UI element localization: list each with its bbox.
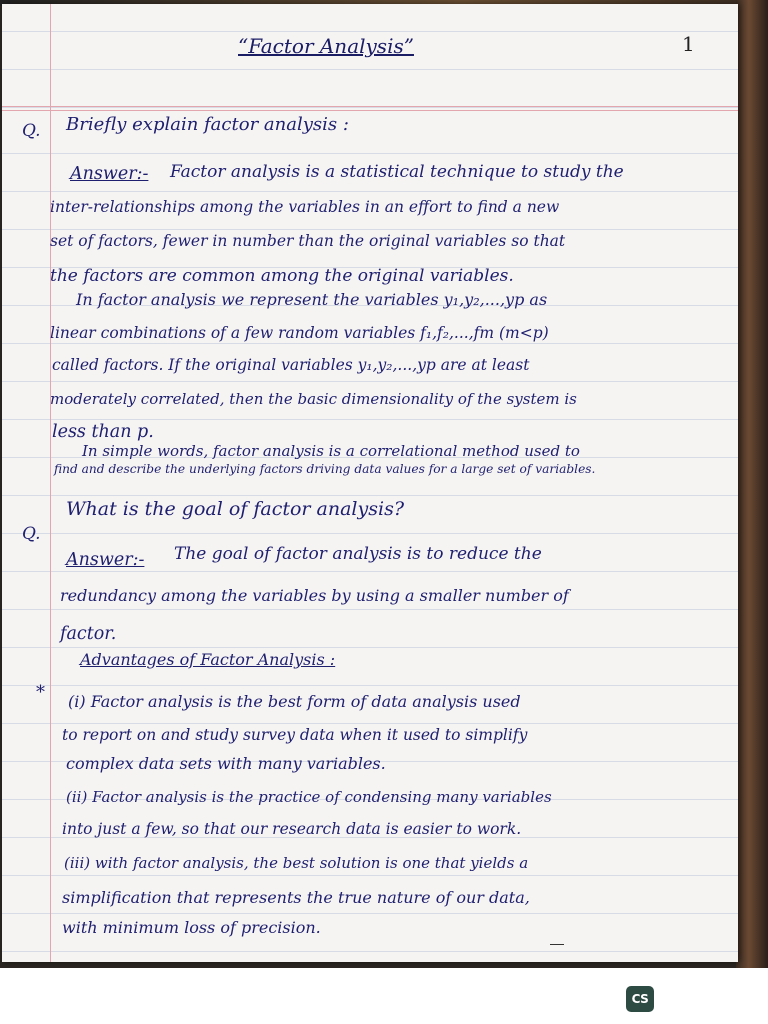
- table-edge-right: [736, 0, 768, 968]
- bullet-star: *: [36, 682, 45, 703]
- answer-line: In factor analysis we represent the variables y₁,y₂,...,yp as: [76, 290, 548, 309]
- header-rule-double: [2, 110, 738, 111]
- page-title: “Factor Analysis”: [238, 34, 414, 58]
- answer-line: Factor analysis is a statistical technique to study the: [170, 162, 624, 182]
- advantage-line: (ii) Factor analysis is the practice of condensing many variables: [66, 788, 552, 806]
- advantage-line: complex data sets with many variables.: [66, 754, 386, 773]
- answer-line: find and describe the underlying factors driving data values for a large set of variables.: [54, 462, 596, 476]
- answer-line: factor.: [60, 624, 117, 644]
- answer-line: redundancy among the variables by using a smaller number of: [60, 586, 569, 605]
- answer-line: moderately correlated, then the basic dimensionality of the system is: [50, 390, 577, 408]
- question-2: What is the goal of factor analysis?: [66, 498, 405, 520]
- margin-line: [50, 4, 51, 962]
- page-dash-mark: [550, 944, 564, 945]
- answer-line: the factors are common among the original variables.: [50, 266, 514, 286]
- answer-line: inter-relationships among the variables in an effort to find a new: [50, 198, 560, 216]
- answer-line: In simple words, factor analysis is a correlational method used to: [82, 442, 580, 460]
- advantage-line: (iii) with factor analysis, the best solution is one that yields a: [64, 854, 529, 872]
- advantage-line: with minimum loss of precision.: [62, 918, 321, 937]
- answer-line: called factors. If the original variables y₁,y₂,...,yp are at least: [52, 356, 530, 374]
- advantage-line: (i) Factor analysis is the best form of data analysis used: [68, 692, 521, 711]
- header-rule: [2, 106, 738, 107]
- answer-line: linear combinations of a few random variables f₁,f₂,...,fm (m<p): [50, 324, 549, 342]
- answer-line: less than p.: [52, 422, 154, 442]
- question-marker: Q.: [22, 121, 41, 141]
- camscanner-logo: CS: [626, 986, 654, 1012]
- answer-label: Answer:-: [66, 550, 145, 570]
- page-number: 1: [682, 32, 695, 56]
- advantage-line: into just a few, so that our research data is easier to work.: [62, 820, 522, 838]
- answer-line: The goal of factor analysis is to reduce the: [174, 544, 542, 564]
- advantage-line: simplification that represents the true nature of our data,: [62, 888, 530, 907]
- answer-line: set of factors, fewer in number than the original variables so that: [50, 232, 566, 250]
- question-1: Briefly explain factor analysis :: [66, 114, 349, 135]
- notebook-page: [2, 4, 738, 962]
- question-marker: Q.: [22, 524, 41, 544]
- answer-label: Answer:-: [70, 164, 149, 184]
- advantages-heading: Advantages of Factor Analysis :: [80, 650, 336, 669]
- advantage-line: to report on and study survey data when it used to simplify: [62, 726, 528, 744]
